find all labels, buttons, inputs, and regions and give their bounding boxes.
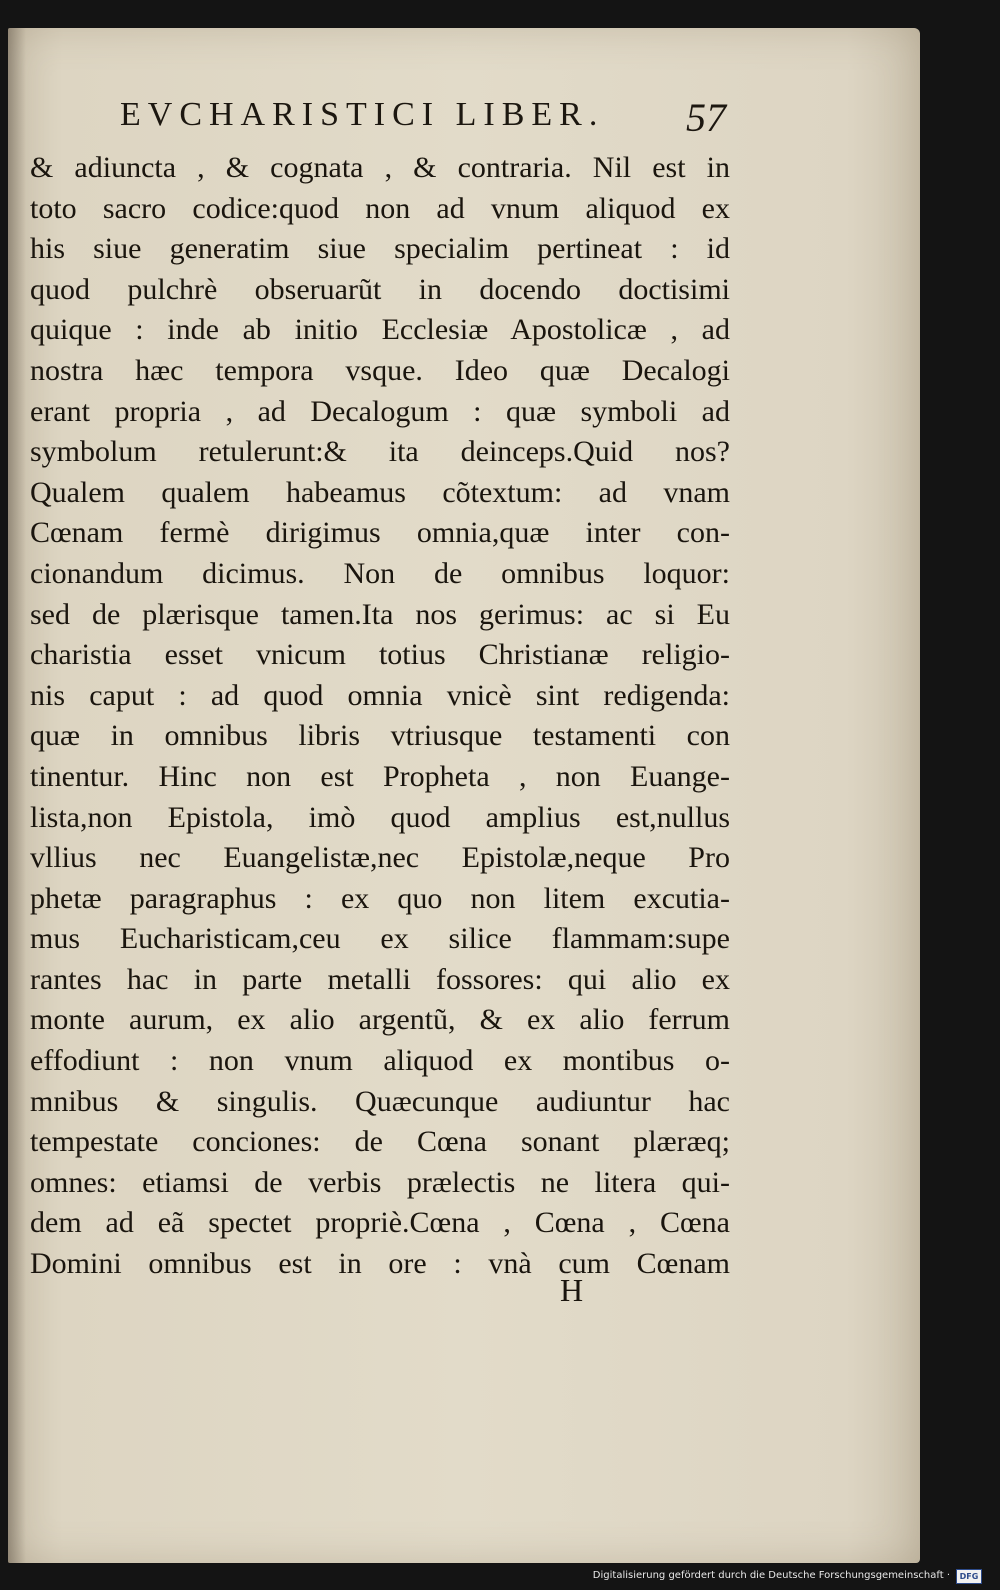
text-line: effodiunt : non vnum aliquod ex montibus o- xyxy=(30,1044,730,1078)
signature-mark: H xyxy=(560,1272,584,1308)
page-number: 57 xyxy=(686,95,726,140)
text-line: vllius nec Euangelistæ,nec Epistolæ,neque Pro xyxy=(30,841,730,875)
text-line: toto sacro codice:quod non ad vnum aliquod ex xyxy=(30,191,730,225)
text-line: & adiuncta , & cognata , & contraria. Nil est in xyxy=(30,151,730,184)
text-line: quod pulchrè obseruarũt in docendo doctisimi xyxy=(30,272,730,306)
dfg-logo: DFG xyxy=(956,1569,982,1584)
running-head: EVCHARISTICI LIBER. xyxy=(120,96,605,133)
text-line: quæ in omnibus libris vtriusque testamenti con xyxy=(30,719,730,753)
text-line: mus Eucharisticam,ceu ex silice flammam:supe xyxy=(30,922,730,956)
text-line: Domini omnibus est in ore : vnà cum Cœnam xyxy=(30,1247,730,1281)
text-line: quique : inde ab initio Ecclesiæ Apostolicæ , ad xyxy=(30,313,730,347)
text-line: nostra hæc tempora vsque. Ideo quæ Decalogi xyxy=(30,353,730,387)
text-line: Cœnam fermè dirigimus omnia,quæ inter con- xyxy=(30,516,730,550)
text-line: tinentur. Hinc non est Propheta , non Euange- xyxy=(30,759,730,793)
text-line: mnibus & singulis. Quæcunque audiuntur hac xyxy=(30,1084,730,1118)
text-line: rantes hac in parte metalli fossores: qui alio ex xyxy=(30,962,730,996)
text-line: omnes: etiamsi de verbis prælectis ne litera qui- xyxy=(30,1165,730,1199)
text-line: phetæ paragraphus : ex quo non litem excutia- xyxy=(30,881,730,915)
digitization-credit: Digitalisierung gefördert durch die Deutsche Forschungsgemeinschaft · xyxy=(592,1570,950,1581)
text-line: sed de plærisque tamen.Ita nos gerimus: ac si Eu xyxy=(30,597,730,631)
text-line: lista,non Epistola, imò quod amplius est,nullus xyxy=(30,800,730,834)
text-line: symbolum retulerunt:& ita deinceps.Quid nos? xyxy=(30,435,730,469)
text-line: Qualem qualem habeamus cõtextum: ad vnam xyxy=(30,475,730,509)
text-line: erant propria , ad Decalogum : quæ symboli ad xyxy=(30,394,730,428)
page-gutter-shadow xyxy=(8,28,26,1563)
text-line: nis caput : ad quod omnia vnicè sint redigenda: xyxy=(30,678,730,712)
text-line: dem ad eã spectet propriè.Cœna , Cœna , Cœna xyxy=(30,1206,730,1240)
body-text xyxy=(30,148,730,1285)
text-line: charistia esset vnicum totius Christianæ religio- xyxy=(30,638,730,672)
text-line: his siue generatim siue specialim pertineat : id xyxy=(30,232,730,266)
text-line: tempestate conciones: de Cœna sonant plæræq; xyxy=(30,1125,730,1159)
text-line: monte aurum, ex alio argentũ, & ex alio ferrum xyxy=(30,1003,730,1037)
text-line: cionandum dicimus. Non de omnibus loquor: xyxy=(30,556,730,590)
